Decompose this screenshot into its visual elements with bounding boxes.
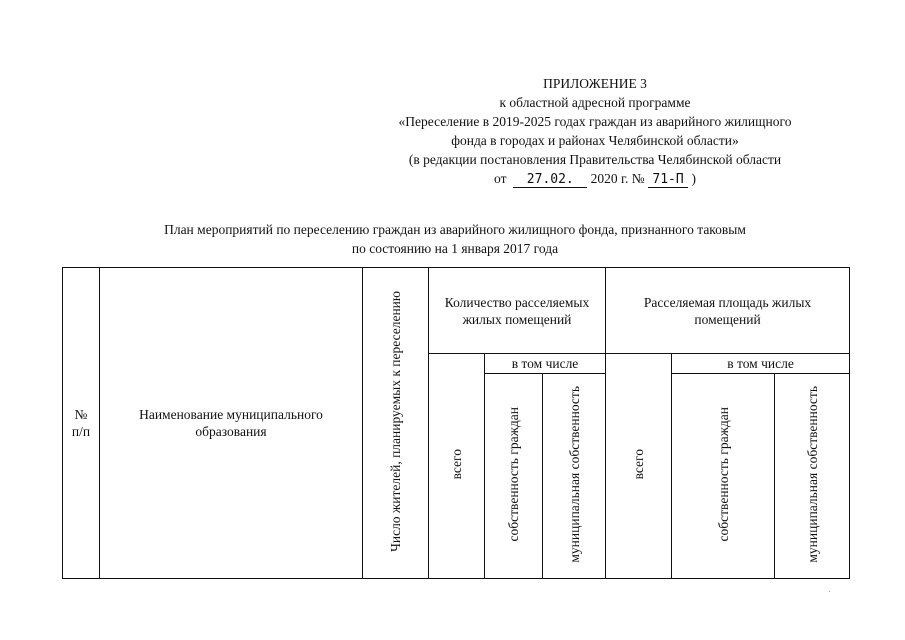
header-number-sign: № — [74, 407, 88, 422]
header-area-including: в том числе — [672, 354, 850, 374]
header-rooms-total-text: всего — [449, 448, 464, 480]
header-rooms-group-line-2: жилых помещений — [462, 311, 572, 327]
date-value: 27.02. — [513, 173, 587, 188]
header-area-municipal — [775, 374, 850, 579]
date-prefix: от — [494, 171, 507, 186]
header-area-private-text: собственность граждан — [715, 406, 731, 542]
appendix-header — [360, 74, 830, 188]
header-area-group-line-1: Расселяемая площадь жилых — [643, 294, 812, 310]
appendix-date-line — [360, 169, 830, 188]
header-area-total-text: всего — [631, 448, 647, 480]
decree-number: 71-П — [648, 173, 688, 188]
appendix-title: ПРИЛОЖЕНИЕ 3 — [543, 76, 647, 91]
header-residents-text: Число жителей, планируемых к переселению — [388, 290, 403, 552]
appendix-line-2: «Переселение в 2019-2025 годах граждан из аварийного жилищного — [398, 114, 792, 129]
header-rooms-municipal — [543, 374, 606, 579]
header-residents — [363, 268, 429, 579]
header-number — [63, 268, 100, 579]
header-area-total — [606, 354, 672, 579]
header-rooms-private — [485, 374, 543, 579]
header-area-group-line-2: помещений — [694, 311, 761, 327]
appendix-line-1: к областной адресной программе — [499, 95, 691, 110]
header-area-municipal-text: муниципальная собственность — [804, 385, 820, 563]
plan-title-line-2: по состоянию на 1 января 2017 года — [351, 241, 559, 256]
header-rooms-group-line-1: Количество расселяемых — [444, 294, 590, 310]
plan-title-line-1: План мероприятий по переселению граждан из аварийного жилищного фонда, признанного таковым — [164, 222, 746, 237]
header-rooms-municipal-text: муниципальная собственность — [566, 385, 582, 563]
header-municipality-line-2: образования — [195, 424, 267, 439]
appendix-line-4: (в редакции постановления Правительства Челябинской области — [408, 152, 782, 167]
header-municipality — [100, 268, 363, 579]
header-municipality-line-1: Наименование муниципального — [139, 407, 323, 422]
header-area-private — [672, 374, 775, 579]
appendix-line-3: фонда в городах и районах Челябинской области» — [451, 133, 739, 148]
header-rooms-total — [429, 354, 485, 579]
header-rooms-including: в том числе — [485, 354, 606, 374]
table-header-row-1 — [63, 268, 850, 354]
date-suffix: ) — [691, 171, 696, 186]
plan-table — [62, 267, 850, 579]
date-year: 2020 г. № — [590, 171, 645, 186]
header-rooms-group — [429, 268, 606, 354]
header-rooms-private-text: собственность граждан — [506, 406, 521, 542]
header-area-group — [606, 268, 850, 354]
header-number-abbr: п/п — [71, 424, 91, 439]
plan-title — [60, 220, 850, 258]
scan-speck — [829, 591, 830, 592]
